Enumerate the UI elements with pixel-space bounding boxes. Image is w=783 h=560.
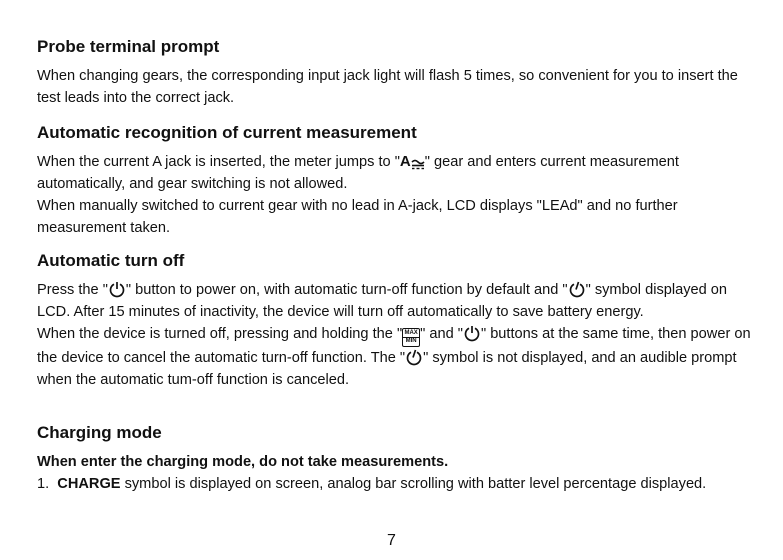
charging-item-1 xyxy=(37,473,706,495)
section-probe-terminal xyxy=(37,36,757,109)
section-charging-mode xyxy=(37,422,706,495)
text-segment: " symbol displayed on LCD. After 15 minutes of inactivity, the device will turn off automatically to save battery energy. xyxy=(37,282,728,320)
power-button-icon xyxy=(108,280,126,298)
max-label: MAX xyxy=(404,330,418,336)
power-button-icon xyxy=(463,324,481,342)
heading-current-recognition: Automatic recognition of current measurement xyxy=(37,123,417,142)
min-label: MIN xyxy=(403,337,419,345)
auto-off-symbol-icon xyxy=(405,348,423,366)
paragraph-no-lead: When manually switched to current gear with no lead in A-jack, LCD displays "LEAd" and no further measurement taken. xyxy=(37,198,678,236)
max-min-button-icon xyxy=(402,328,420,347)
ac-dc-symbol-icon xyxy=(411,158,425,170)
charge-keyword: CHARGE xyxy=(57,476,121,492)
paragraph-cancel-auto-off xyxy=(37,323,757,391)
text-segment: " button to power on, with automatic turn-off function by default and " xyxy=(125,282,568,298)
text-segment: " buttons at the same time, then power on the device to cancel the automatic turn-off function. The " xyxy=(37,326,751,366)
paragraph-current-jack xyxy=(37,151,757,195)
heading-auto-turn-off: Automatic turn off xyxy=(37,251,185,270)
ac-dc-current-icon xyxy=(400,153,425,170)
text-segment: symbol is displayed on screen, analog bar scrolling with batter level percentage displayed. xyxy=(120,476,707,492)
section-auto-turn-off xyxy=(37,250,757,391)
text-segment: " and " xyxy=(420,326,463,342)
text-segment: When the current A jack is inserted, the meter jumps to " xyxy=(37,154,400,170)
heading-charging-mode: Charging mode xyxy=(37,423,162,442)
section-current-recognition xyxy=(37,122,757,239)
text-segment: " symbol is not displayed, and an audible prompt when the automatic tum-off function is canceled. xyxy=(37,350,737,388)
ampere-symbol-text: A xyxy=(399,153,411,170)
list-number: 1. xyxy=(37,476,50,492)
text-segment: When the device is turned off, pressing and holding the " xyxy=(37,326,403,342)
page-number: 7 xyxy=(387,532,396,549)
text-segment: " gear and enters current measurement automatically, and gear switching is not allowed. xyxy=(37,154,679,192)
text-segment: Press the " xyxy=(37,282,108,298)
paragraph-power-on xyxy=(37,279,757,323)
auto-off-symbol-icon xyxy=(568,280,586,298)
heading-probe-terminal: Probe terminal prompt xyxy=(37,37,220,56)
charging-warning: When enter the charging mode, do not take measurements. xyxy=(37,454,449,470)
paragraph-probe-terminal: When changing gears, the corresponding input jack light will flash 5 times, so convenient for you to insert the test leads into the correct jack. xyxy=(37,68,738,106)
